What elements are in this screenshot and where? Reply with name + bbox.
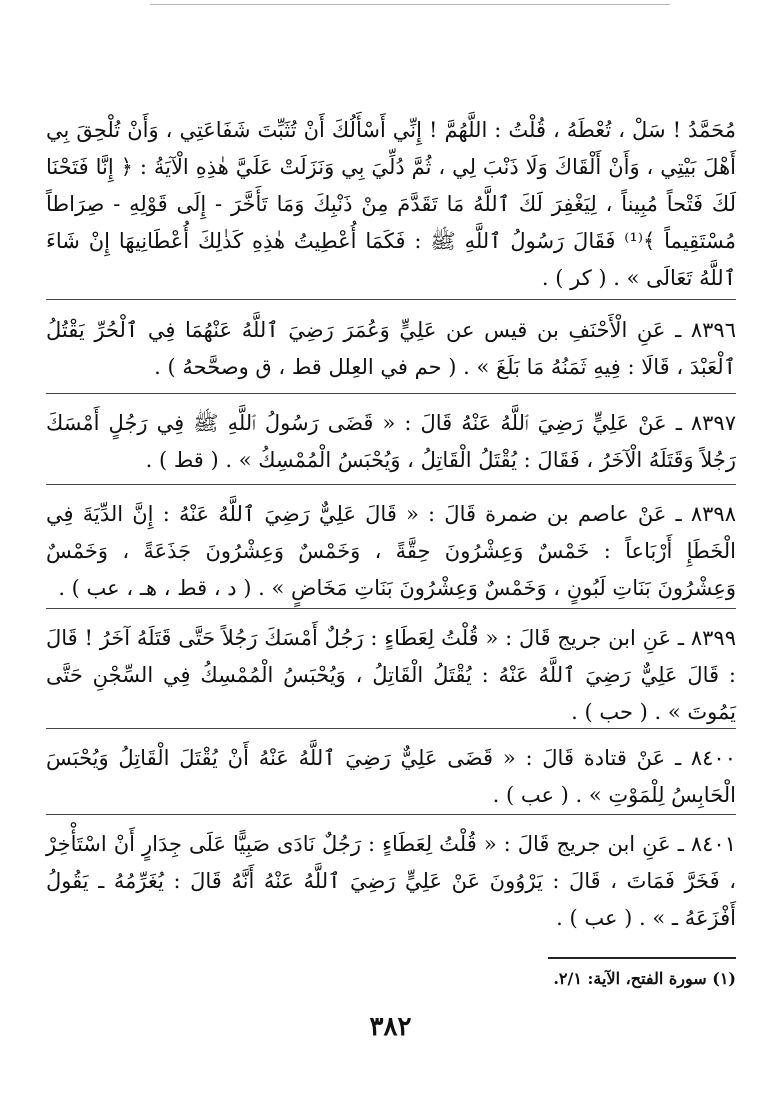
paragraph-text: مُحَمَّدُ ! سَلْ ، تُعْطَهُ ، قُلْتُ : اللَّهُمَّ ! إِنِّي أَسْأَلُكَ أَنْ تُثَبِّتَ شَفَاعَتِي ، وَأَنْ تُلْحِقَ بِي أَهْلَ بَيْتِي ، وَأَنْ أَلْقَاكَ وَلَا ذَنْبَ لِي ، ثُمَّ دُلِّيَ بِي وَنَزَلَتْ عَلَيَّ هٰذِهِ الْآيَةُ : ﴿ إِنَّا فَتَحْنَا لَكَ فَتْحاً مُبِيناً ، لِيَغْفِرَ لَكَ ٱللَّهُ مَا تَقَدَّمَ مِنْ ذَنْبِكَ وَمَا تَأَخَّرَ - إِلَى قَوْلِهِ - صِرَاطاً مُسْتَقِيماً ﴾⁽¹⁾ فَقَالَ رَسُولُ ٱللَّهِ ﷺ : فَكَمَا أُعْطِيتُ هٰذِهِ كَذٰلِكَ أُعْطَانِيهَا إِنْ شَاءَ ٱللَّهُ تَعَالَى » . ( كر ) . xyxy=(46,118,736,290)
hadith-8399 xyxy=(46,620,736,731)
paragraph-text: ٨٣٩٨ ـ عَنْ عاصم بن ضمرة قَالَ : « قَالَ عَلِيٌّ رَضِيَ ٱللَّهُ عَنْهُ : إِنَّ الدِّيَةَ فِي الْخَطَإِ أَرْبَاعاً : خَمْسٌ وَعِشْرُونَ حِقَّةً ، وَخَمْسٌ وَعِشْرُونَ جَذَعَةً ، وَخَمْسٌ وَعِشْرُونَ بَنَاتِ لَبُونٍ ، وَخَمْسٌ وَعِشْرُونَ بَنَاتِ مَخَاضٍ » . ( د ، قط ، هـ ، عب ) . xyxy=(46,502,736,600)
footnote-rule xyxy=(548,957,736,959)
paragraph-continuation xyxy=(46,112,736,297)
hadith-8400 xyxy=(46,740,736,814)
section-divider xyxy=(46,728,736,729)
hadith-8396 xyxy=(46,312,736,386)
paragraph-text: ٨٣٩٩ ـ عَنِ ابن جريج قَالَ : « قُلْتُ لِعَطَاءٍ : رَجُلٌ أَمْسَكَ رَجُلاً حَتَّى قَتَلَهُ آخَرُ ! قَالَ : قَالَ عَلِيٌّ رَضِيَ ٱللَّهُ عَنْهُ : يُقْتَلُ الْقَاتِلُ ، وَيُحْبَسُ الْمُمْسِكُ فِي السِّجْنِ حَتَّى يَمُوتَ » . ( حب ) . xyxy=(46,626,736,724)
section-divider xyxy=(46,608,736,609)
paragraph-text: ٨٣٩٦ ـ عَنِ الْأَحْنَفِ بن قيس عن عَلِيٍّ وَعُمَرَ رَضِيَ ٱللَّهُ عَنْهُمَا فِي ٱلْحُرِّ يَقْتُلُ ٱلْعَبْدَ ، قَالَا : فِيهِ ثَمَنُهُ مَا بَلَغَ » . ( حم في العِلل قط ، ق وصحَّحهُ ) . xyxy=(46,318,736,379)
top-edge-line xyxy=(150,4,670,5)
section-divider xyxy=(46,299,736,300)
paragraph-text: ٨٤٠١ ـ عَنِ ابن جريج قَالَ : « قُلْتُ لِعَطَاءٍ : رَجُلٌ نَادَى صَبِيًّا عَلَى جِدَارٍ أَنْ اسْتَأْخِرْ ، فَخَرَّ فَمَاتَ ، قَالَ : يَرْوُونَ عَنْ عَلِيٍّ رَضِيَ ٱللَّهُ عَنْهُ أَنَّهُ قَالَ : يُغَرِّمُهُ ـ يَقُولُ أَفْزَعَهُ ـ » . ( عب ) . xyxy=(46,832,736,930)
section-divider xyxy=(46,814,736,815)
hadith-8398 xyxy=(46,496,736,607)
section-divider xyxy=(46,393,736,394)
paragraph-text: ٨٤٠٠ ـ عَنْ قتادة قَالَ : « قَضَى عَلِيٌّ رَضِيَ ٱللَّهُ عَنْهُ أَنْ يُقْتَلَ الْقَاتِلُ وَيُحْبَسَ الْحَابِسُ لِلْمَوْتِ » . ( عب ) . xyxy=(46,746,736,807)
section-divider xyxy=(46,484,736,485)
page-number: ٣٨٢ xyxy=(369,1012,412,1042)
paragraph-text: ٨٣٩٧ ـ عَنْ عَلِيٍّ رَضِيَ ٱللَّهُ عَنْهُ قَالَ : « قَضَى رَسُولُ ٱللَّهِ ﷺ فِي رَجُلٍ أَمْسَكَ رَجُلاً وَقَتَلَهُ الْآخَرُ ، فَقَالَ : يُقْتَلُ الْقَاتِلُ ، وَيُحْبَسُ الْمُمْسِكُ » . ( قط ) . xyxy=(46,411,736,472)
hadith-8401 xyxy=(46,826,736,937)
footnote: (١) سورة الفتح، الآية: ٢/١. xyxy=(553,969,736,988)
hadith-8397 xyxy=(46,405,736,479)
